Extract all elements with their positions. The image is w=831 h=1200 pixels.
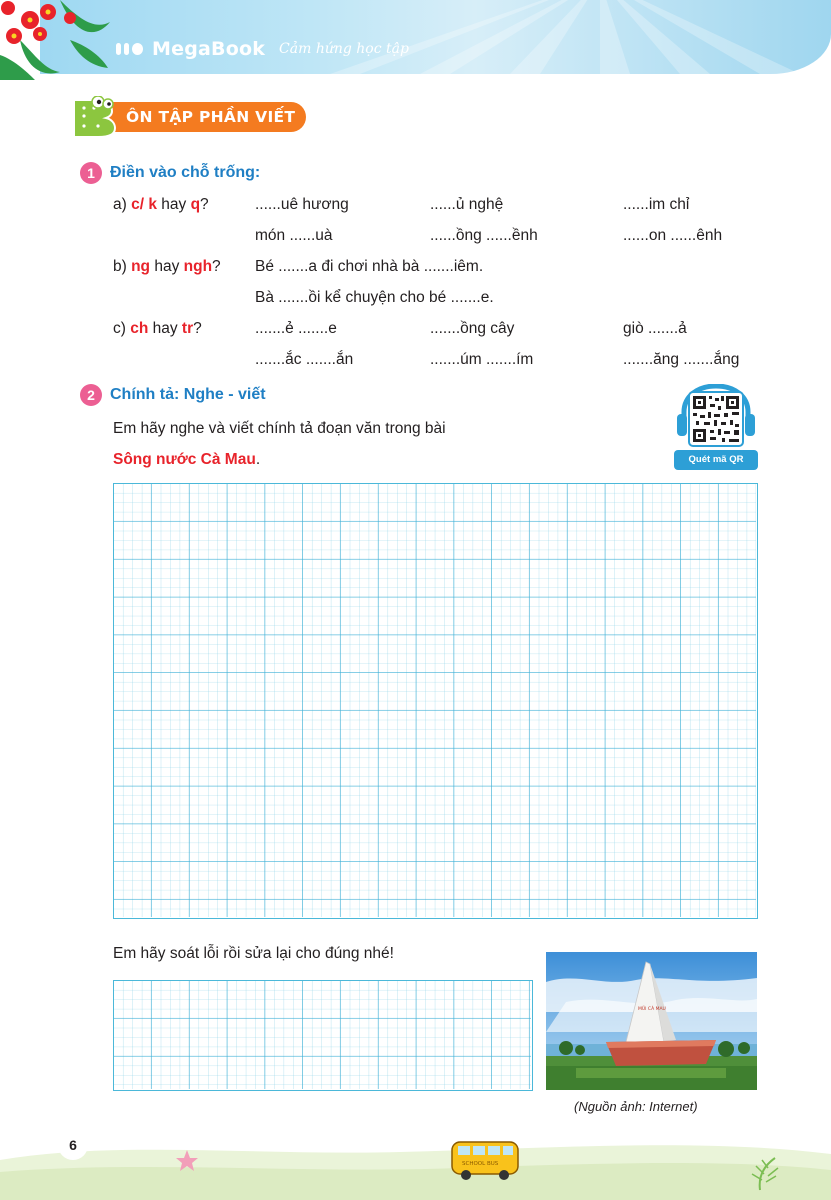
q1a-hay: hay bbox=[156, 196, 191, 213]
q1c-item: .......ắc .......ắn bbox=[255, 351, 354, 368]
q1b-hay: hay bbox=[150, 258, 184, 275]
q1c-hay: hay bbox=[148, 320, 182, 337]
page-number: 6 bbox=[58, 1130, 88, 1160]
q1b-sentence: Bà .......ồi kể chuyện cho bé .......e. bbox=[255, 289, 494, 306]
q1b-prompt bbox=[113, 258, 221, 276]
q1c-item: .......úm .......ím bbox=[430, 351, 534, 368]
letter-b-badge bbox=[68, 96, 120, 138]
q1a-separator: / bbox=[139, 196, 149, 213]
qr-code-icon[interactable] bbox=[674, 384, 758, 450]
correction-grid-lines bbox=[114, 981, 531, 1089]
q1c-prompt bbox=[113, 320, 202, 338]
flower-decoration bbox=[0, 0, 130, 80]
q1c-option-tr: tr bbox=[181, 320, 194, 337]
q1c-item: .......ồng cây bbox=[430, 320, 515, 337]
q1b-question-mark: ? bbox=[212, 258, 221, 275]
correction-grid[interactable] bbox=[113, 980, 533, 1091]
qr-label: Quét mã QR bbox=[674, 450, 758, 470]
q1b-sentence: Bé .......a đi chơi nhà bà .......iêm. bbox=[255, 258, 484, 275]
writing-grid[interactable] bbox=[113, 483, 758, 919]
lesson-period: . bbox=[255, 451, 261, 468]
writing-grid-lines bbox=[114, 484, 756, 917]
q1a-option-k: k bbox=[148, 196, 157, 213]
question-title: Điền vào chỗ trống: bbox=[110, 164, 261, 181]
q1a-item: ......ủ nghệ bbox=[430, 196, 504, 213]
qr-code-block[interactable] bbox=[674, 384, 758, 474]
section-title: ÔN TẬP PHẦN VIẾT bbox=[106, 102, 306, 132]
question-title: Chính tả: Nghe - viết bbox=[110, 386, 266, 403]
footer-decoration bbox=[0, 1130, 831, 1200]
monument-text: MŨI CÀ MAU bbox=[638, 1007, 666, 1012]
q1c-item: giò .......ả bbox=[623, 320, 687, 337]
q1a-item: món ......uà bbox=[255, 227, 333, 244]
megabook-logo bbox=[116, 38, 409, 60]
q1c-option-ch: ch bbox=[130, 320, 149, 337]
question-1-heading bbox=[80, 162, 260, 184]
q1a-item: ......uê hương bbox=[255, 196, 349, 213]
brand-name: MegaBook bbox=[152, 38, 266, 60]
question-number: 1 bbox=[80, 162, 102, 184]
photo-caption: (Nguồn ảnh: Internet) bbox=[574, 1099, 698, 1114]
bus-text: SCHOOL BUS bbox=[462, 1161, 499, 1167]
school-bus-icon bbox=[452, 1142, 518, 1180]
question-2-heading bbox=[80, 384, 266, 406]
q1a-option-c: c bbox=[131, 196, 140, 213]
q1b-label: b) bbox=[113, 258, 132, 275]
brand-tagline: Cảm hứng học tập bbox=[279, 41, 409, 57]
q2-instruction: Em hãy nghe và viết chính tả đoạn văn trong bài bbox=[113, 420, 446, 437]
megabook-logo-icon bbox=[116, 41, 144, 57]
q1a-prompt bbox=[113, 196, 209, 214]
ca-mau-monument-photo bbox=[546, 952, 757, 1090]
q1a-label: a) bbox=[113, 196, 132, 213]
q1a-item: ......on ......ênh bbox=[623, 227, 723, 244]
q1a-option-q: q bbox=[190, 196, 201, 213]
section-header bbox=[68, 96, 308, 138]
q1c-item: .......ẻ .......e bbox=[255, 320, 337, 337]
q1a-item: ......im chỉ bbox=[623, 196, 690, 213]
q1b-option-ng: ng bbox=[131, 258, 151, 275]
q1a-question-mark: ? bbox=[200, 196, 209, 213]
question-number: 2 bbox=[80, 384, 102, 406]
page-header bbox=[0, 0, 831, 78]
q1c-label: c) bbox=[113, 320, 131, 337]
lesson-title: Sông nước Cà Mau bbox=[113, 451, 256, 468]
q1c-question-mark: ? bbox=[193, 320, 202, 337]
sun-rays-decoration bbox=[40, 0, 831, 74]
q1c-item: .......ăng .......ắng bbox=[623, 351, 740, 368]
q2-lesson-line bbox=[113, 451, 260, 469]
review-instruction: Em hãy soát lỗi rồi sửa lại cho đúng nhé! bbox=[113, 945, 394, 962]
q1a-item: ......ồng ......ềnh bbox=[430, 227, 538, 244]
q1b-option-ngh: ngh bbox=[183, 258, 213, 275]
